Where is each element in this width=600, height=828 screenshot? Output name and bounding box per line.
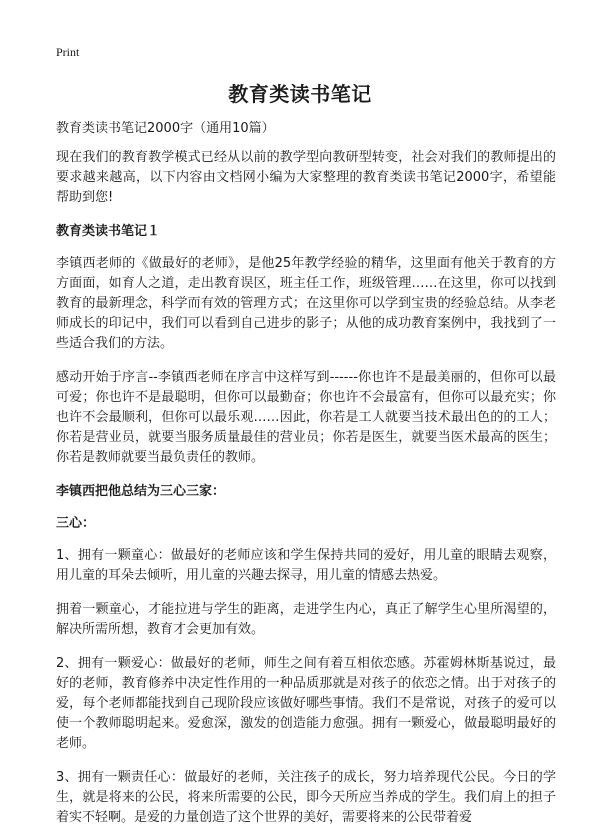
page-title: 教育类读书笔记 bbox=[228, 82, 372, 106]
paragraph-1: 李镇西老师的《做最好的老师》，是他25年教学经验的精华，这里面有他关于教育的方方面面，如育人之道，走出教育误区，班主任工作，班级管理……在这里，你可以找到教育的最新理念，科学而有效的管理方式；在这里你可以学到宝贵的经验总结。从李老师成长的印记中，我们可以看到自己进步的影子；从他的成功教育案例中，我找到了一些适合我们的方法。 bbox=[56, 256, 556, 351]
paragraph-5: 2、拥有一颗爱心：做最好的老师，师生之间有着互相依恋感。苏霍姆林斯基说过，最好的老师，教育修养中决定性作用的一种品质那就是对孩子的依恋之情。出于对孩子的爱，每个老师都能找到自己现阶段应该做好哪些事情。我们不是常说，对孩子的爱可以使一个教师聪明起来。爱愈深，激发的创造能力愈强。拥有一颗爱心，做最聪明最好的老师。 bbox=[56, 656, 556, 751]
section-heading-3: 三心： bbox=[56, 516, 96, 531]
document-body bbox=[56, 119, 556, 828]
paragraph-6: 3、拥有一颗责任心：做最好的老师，关注孩子的成长，努力培养现代公民。今日的学生，就是将来的公民，将来所需要的公民，即今天所应当养成的学生。我们肩上的担子着实不轻啊。是爱的力量创造了这个世界的美好，需要将来的公民带着爱 bbox=[56, 770, 556, 825]
section-heading-2: 李镇西把他总结为三心三家： bbox=[56, 484, 226, 499]
paragraph-4: 拥着一颗童心，才能拉进与学生的距离，走进学生内心，真正了解学生心里所渴望的，解决所需所想，教育才会更加有效。 bbox=[56, 602, 556, 637]
paragraph-2: 感动开始于序言--李镇西老师在序言中这样写到------你也许不是最美丽的，但你可以最可爱；你也许不是最聪明，但你可以最勤奋；你也许不会最富有，但你可以最充实；你也许不会最顺利，但你可以最乐观……因此，你若是工人就要当技术最出色的的工人；你若是营业员，就要当服务质量最佳的营业员；你若是医生，就要当医术最高的医生；你若是教师就要当最负责任的教师。 bbox=[56, 370, 556, 465]
print-link[interactable]: Print bbox=[56, 45, 80, 59]
intro-paragraph: 现在我们的教育教学模式已经从以前的教学型向教研型转变，社会对我们的教师提出的要求越来越高，以下内容由文档网小编为大家整理的教育类读书笔记2000字，希望能帮助到您! bbox=[56, 150, 556, 205]
paragraph-3: 1、拥有一颗童心：做最好的老师应该和学生保持共同的爱好，用儿童的眼睛去观察，用儿童的耳朵去倾听，用儿童的兴趣去探寻，用儿童的情感去热爱。 bbox=[56, 548, 556, 583]
document-subtitle: 教育类读书笔记2000字（通用10篇） bbox=[56, 121, 275, 136]
section-heading-1: 教育类读书笔记１ bbox=[56, 224, 161, 239]
